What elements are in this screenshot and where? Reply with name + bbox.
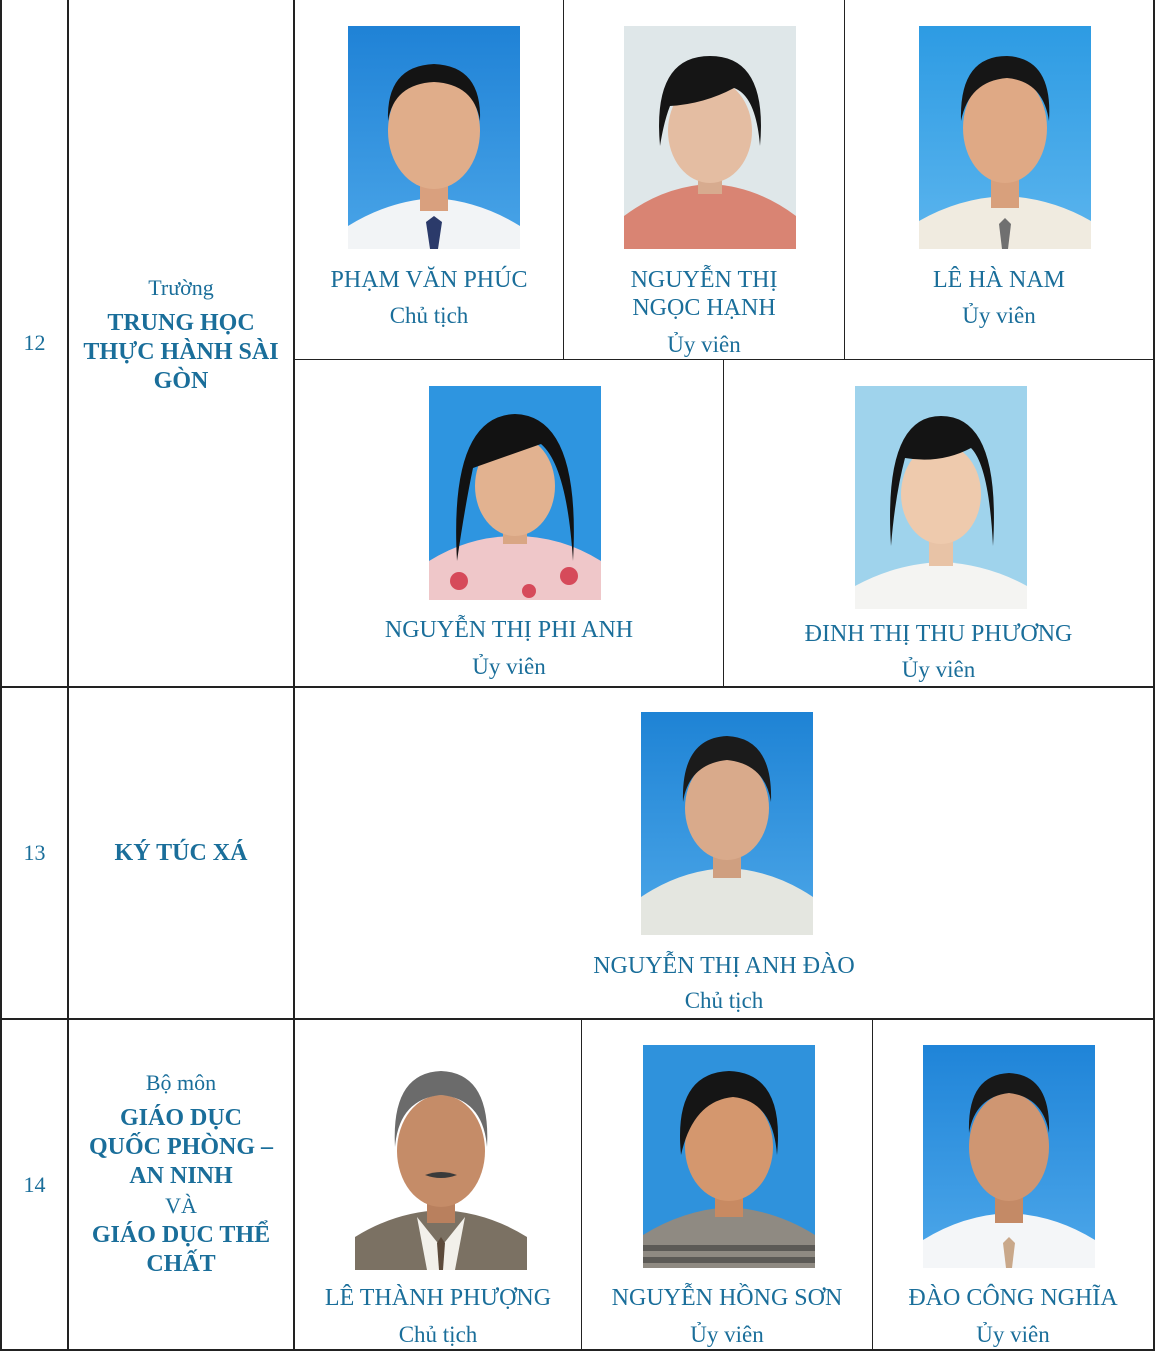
unit-cell [69,688,293,1018]
member-role: Chủ tịch [398,1322,478,1347]
unit-cell [69,1020,293,1349]
unit-name-line: THỰC HÀNH SÀI [83,338,279,365]
member-name: NGUYỄN THỊ PHI ANH [384,617,634,643]
member-photo [348,26,520,249]
member-name: ĐINH THỊ THU PHƯƠNG [804,621,1073,647]
unit-name-line: GIÁO DỤC [119,1105,242,1131]
member-card [295,1020,581,1349]
member-name: NGUYỄN HỒNG SƠN [611,1285,843,1311]
member-name: LÊ THÀNH PHƯỢNG [324,1285,552,1311]
member-role: Chủ tịch [684,988,764,1013]
member-role: Chủ tịch [389,303,469,328]
unit-name-line: KÝ TÚC XÁ [114,839,248,866]
member-name: ĐÀO CÔNG NGHĨA [908,1285,1118,1311]
member-photo [624,26,796,249]
member-name: LÊ HÀ NAM [933,267,1065,293]
member-photo [641,712,813,935]
member-photo [429,386,601,600]
member-photo [923,1045,1095,1268]
unit-conjunction: VÀ [165,1193,197,1218]
member-photo [919,26,1091,249]
unit-cell [69,0,293,686]
unit-name-line: AN NINH [129,1163,233,1189]
member-role: Ủy viên [690,1322,764,1347]
member-photo [355,1047,527,1270]
member-card [295,688,1153,1018]
member-role: Ủy viên [472,654,546,679]
member-card [295,0,563,359]
unit-prefix: Trường [148,274,214,300]
unit-name-line: CHẤT [146,1251,216,1277]
member-card [724,360,1153,686]
unit-prefix: Bộ môn [145,1070,217,1095]
row-number: 13 [23,840,46,865]
unit-name-line: GÒN [153,367,209,394]
member-card [564,0,844,359]
member-role: Ủy viên [667,332,741,357]
member-card [873,1020,1153,1349]
unit-name-line: GIÁO DỤC THỂ [91,1222,271,1248]
member-name: NGUYỄN THỊ NGỌC HẠNH [630,267,778,321]
unit-name-line: TRUNG HỌC [107,309,255,336]
unit-name-line: QUỐC PHÒNG – [89,1134,273,1160]
row-number: 14 [23,1171,46,1197]
member-card [582,1020,872,1349]
member-card [845,0,1153,359]
member-name: NGUYỄN THỊ ANH ĐÀO [593,953,855,979]
member-photo [643,1045,815,1268]
member-role: Ủy viên [976,1322,1050,1347]
member-photo [855,386,1027,609]
member-card [295,360,723,686]
row-number: 12 [23,330,46,355]
member-name: PHẠM VĂN PHÚC [330,267,528,293]
member-role: Ủy viên [962,303,1036,328]
member-role: Ủy viên [901,657,976,682]
